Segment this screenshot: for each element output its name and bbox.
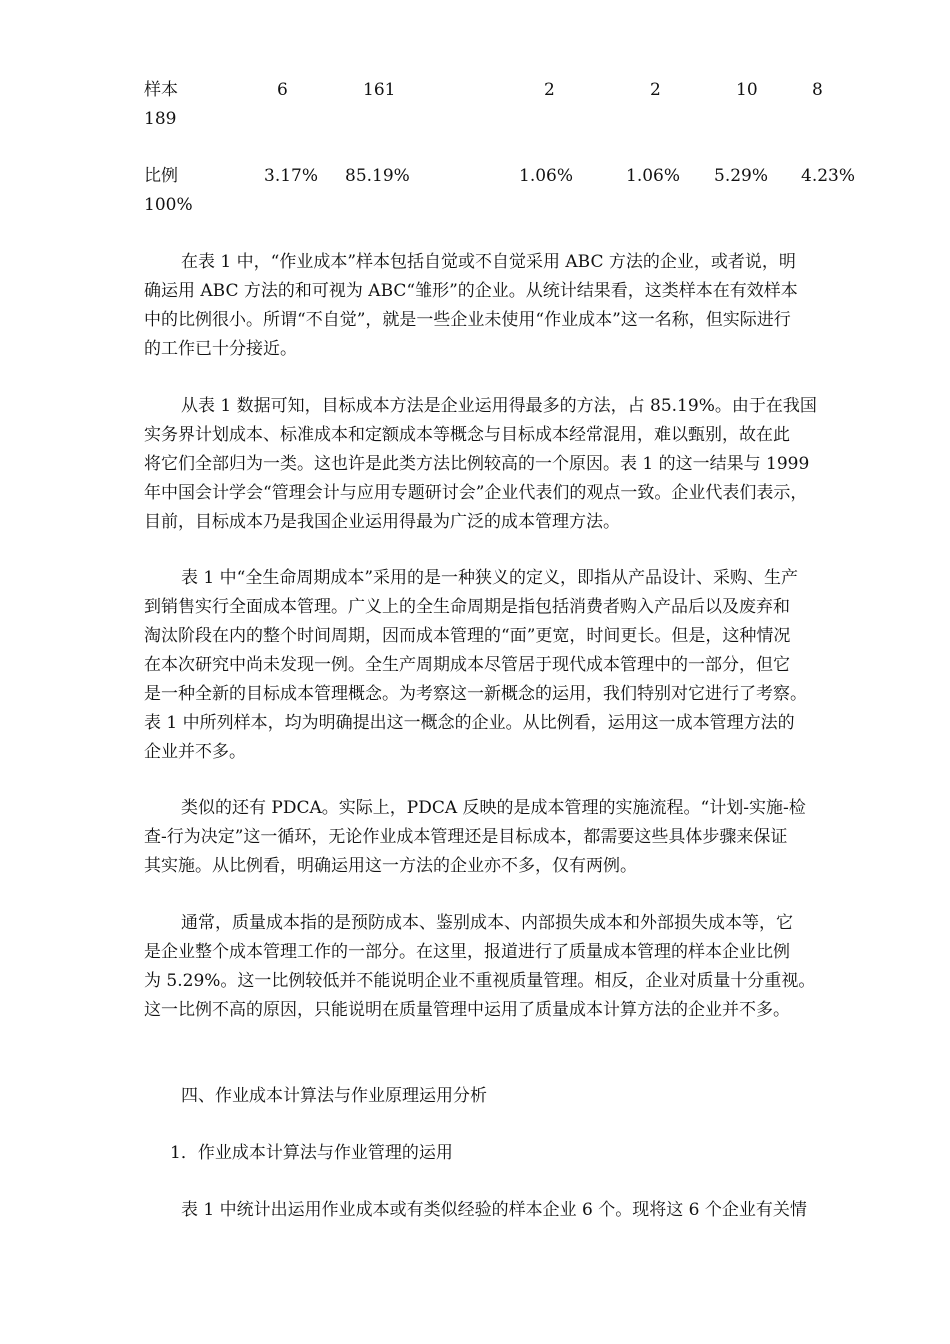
- paragraph-line: 从表 1 数据可知，目标成本方法是企业运用得最多的方法，占 85.19%。由于在我国: [181, 396, 817, 416]
- section-heading: 四、作业成本计算法与作业原理运用分析: [181, 1086, 487, 1106]
- paragraph-line: 为 5.29%。这一比例较低并不能说明企业不重视质量管理。相反，企业对质量十分重视。: [144, 971, 816, 991]
- table-cell: 161: [363, 80, 396, 100]
- table-cell: 3.17%: [264, 166, 319, 186]
- paragraph-line: 是企业整个成本管理工作的一部分。在这里，报道进行了质量成本管理的样本企业比例: [144, 942, 790, 962]
- table-row-label: 样本: [144, 80, 178, 100]
- paragraph-line: 其实施。从比例看，明确运用这一方法的企业亦不多，仅有两例。: [144, 856, 637, 876]
- table-row-sample-total: [0, 105, 950, 133]
- body-paragraph: [144, 248, 892, 364]
- paragraph-line: 通常，质量成本指的是预防成本、鉴别成本、内部损失成本和外部损失成本等，它: [181, 913, 793, 933]
- body-paragraph: [144, 909, 892, 1025]
- paragraph-line: 表 1 中统计出运用作业成本或有类似经验的样本企业 6 个。现将这 6 个企业有关情: [181, 1200, 807, 1220]
- paragraph-line: 这一比例不高的原因，只能说明在质量管理中运用了质量成本计算方法的企业并不多。: [144, 1000, 790, 1020]
- table-cell: 2: [544, 80, 555, 100]
- table-cell: 85.19%: [345, 166, 410, 186]
- body-paragraph: [144, 794, 892, 881]
- paragraph-line: 在表 1 中，“作业成本”样本包括自觉或不自觉采用 ABC 方法的企业，或者说，明: [181, 252, 796, 272]
- paragraph-line: 目前，目标成本乃是我国企业运用得最为广泛的成本管理方法。: [144, 512, 620, 532]
- paragraph-line: 确运用 ABC 方法的和可视为 ABC“雏形”的企业。从统计结果看，这类样本在有效样本: [144, 281, 798, 301]
- table-cell-total: 189: [144, 109, 177, 129]
- paragraph-line: 表 1 中所列样本，均为明确提出这一概念的企业。从比例看，运用这一成本管理方法的: [144, 713, 795, 733]
- table-cell: 10: [736, 80, 758, 100]
- paragraph-line: 到销售实行全面成本管理。广义上的全生命周期是指包括消费者购入产品后以及废弃和: [144, 597, 790, 617]
- paragraph-line: 中的比例很小。所谓“不自觉”，就是一些企业未使用“作业成本”这一名称，但实际进行: [144, 310, 791, 330]
- paragraph-line: 淘汰阶段在内的整个时间周期，因而成本管理的“面”更宽，时间更长。但是，这种情况: [144, 626, 791, 646]
- table-row-ratio-total: [0, 191, 950, 219]
- table-cell: 2: [650, 80, 661, 100]
- paragraph-line: 企业并不多。: [144, 742, 246, 762]
- paragraph-line: 的工作已十分接近。: [144, 339, 297, 359]
- paragraph-line: 将它们全部归为一类。这也许是此类方法比例较高的一个原因。表 1 的这一结果与 1999: [144, 454, 810, 474]
- table-row-sample: [0, 76, 950, 104]
- table-row-label: 比例: [144, 166, 178, 186]
- table-cell: 1.06%: [626, 166, 681, 186]
- table-cell: 6: [277, 80, 288, 100]
- paragraph-line: 类似的还有 PDCA。实际上，PDCA 反映的是成本管理的实施流程。“计划-实施-检: [181, 798, 806, 818]
- body-paragraph: [144, 564, 892, 767]
- paragraph-line: 实务界计划成本、标准成本和定额成本等概念与目标成本经常混用，难以甄别，故在此: [144, 425, 790, 445]
- paragraph-line: 表 1 中“全生命周期成本”采用的是一种狭义的定义，即指从产品设计、采购、生产: [181, 568, 799, 588]
- paragraph-line: 是一种全新的目标成本管理概念。为考察这一新概念的运用，我们特别对它进行了考察。: [144, 684, 807, 704]
- body-paragraph: [144, 392, 892, 537]
- table-cell: 4.23%: [801, 166, 856, 186]
- table-row-ratio: [0, 162, 950, 190]
- paragraph-line: 年中国会计学会“管理会计与应用专题研讨会”企业代表们的观点一致。企业代表们表示，: [144, 483, 808, 503]
- table-cell: 5.29%: [714, 166, 769, 186]
- table-cell-total: 100%: [144, 195, 193, 215]
- table-cell: 1.06%: [519, 166, 574, 186]
- subsection-heading: 1．作业成本计算法与作业管理的运用: [170, 1143, 453, 1163]
- table-cell: 8: [812, 80, 823, 100]
- body-paragraph: [144, 1196, 892, 1225]
- paragraph-line: 在本次研究中尚未发现一例。全生产周期成本尽管居于现代成本管理中的一部分，但它: [144, 655, 790, 675]
- paragraph-line: 查-行为决定”这一循环，无论作业成本管理还是目标成本，都需要这些具体步骤来保证: [144, 827, 788, 847]
